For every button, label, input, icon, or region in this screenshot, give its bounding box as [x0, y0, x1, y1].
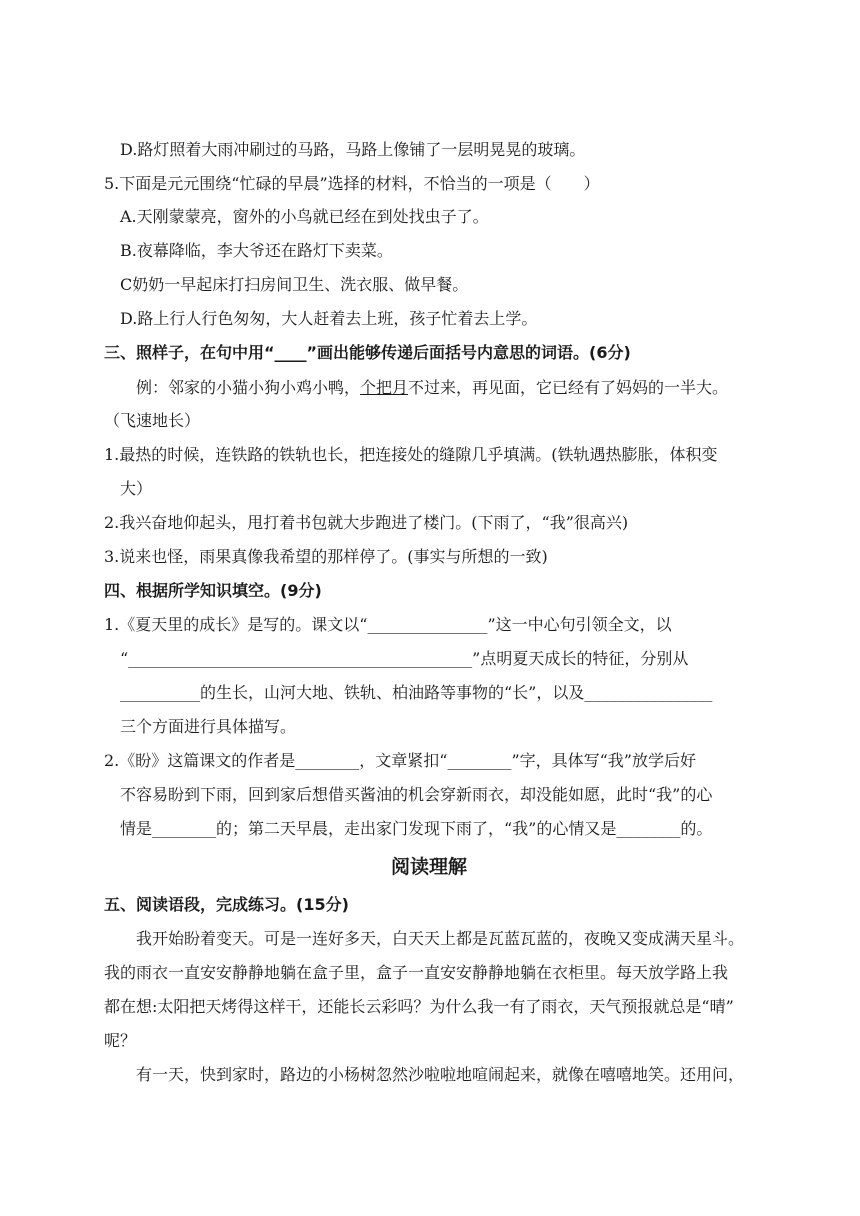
reading-comprehension-title: 阅读理解 [391, 856, 468, 878]
example-text-start: 例：邻家的小猫小狗小鸡小鸭， [136, 378, 361, 397]
q5-question: 5.下面是元元围绕“忙碌的早晨”选择的材料，不恰当的一项是（ ） [104, 174, 600, 193]
section-4-item-1-line-2: “___________________________________________”点明夏天成长的特征，分别从 [120, 649, 689, 668]
passage-line-4: 呢？ [104, 1031, 137, 1050]
q5-option-c: C奶奶一早起床打扫房间卫生、洗衣服、做早餐。 [120, 275, 469, 294]
q5-option-d: D.路上行人行色匆匆，大人赶着去上班，孩子忙着去上学。 [120, 309, 538, 328]
section-3-example-hint: （飞速地长） [104, 411, 201, 430]
section-3-item-1-cont: 大） [120, 479, 153, 498]
section-5-heading: 五、阅读语段，完成练习。(15分) [104, 895, 349, 914]
passage-line-1: 我开始盼着变天。可是一连好多天，白天天上都是瓦蓝瓦蓝的，夜晚又变成满天星斗。 [136, 929, 745, 948]
example-underlined-word: 个把月 [360, 378, 409, 397]
example-text-end: 不过来，再见面，它已经有了妈妈的一半大。 [408, 378, 729, 397]
section-4-item-2: 2.《盼》这篇课文的作者是________，文章紧扣“________”字，具体写“我”放学后好 [104, 751, 696, 770]
section-3-heading: 三、照样子，在句中用“____”画出能够传递后面括号内意思的词语。(6分) [104, 343, 631, 362]
passage-line-3: 都在想:太阳把天烤得这样干，还能长云彩吗？为什么我一有了雨衣，天气预报就总是“晴” [104, 997, 734, 1016]
passage-line-5: 有一天，快到家时，路边的小杨树忽然沙啦啦地喧闹起来，就像在嘻嘻地笑。还用问， [136, 1065, 745, 1084]
section-3-item-2: 2.我兴奋地仰起头，甩打着书包就大步跑进了楼门。(下雨了，“我”很高兴) [104, 513, 629, 532]
passage-line-2: 我的雨衣一直安安静静地躺在盒子里，盒子一直安安静静地躺在衣柜里。每天放学路上我 [104, 963, 729, 982]
section-4-item-2-line-3: 情是________的；第二天早晨，走出家门发现下雨了，“我”的心情又是________的。 [120, 819, 713, 838]
q4-option-d: D.路灯照着大雨冲刷过的马路，马路上像铺了一层明晃晃的玻璃。 [120, 140, 586, 159]
q5-option-b: B.夜幕降临，李大爷还在路灯下卖菜。 [120, 241, 393, 260]
section-4-item-1-line-3: __________的生长，山河大地、铁轨、柏油路等事物的“长”，以及________________ [120, 683, 713, 702]
section-4-item-2-line-2: 不容易盼到下雨，回到家后想借买酱油的机会穿新雨衣，却没能如愿，此时“我”的心 [120, 785, 713, 804]
section-4-item-1-line-4: 三个方面进行具体描写。 [120, 717, 297, 736]
section-4-item-1: 1.《夏天里的成长》是写的。课文以“_______________”这一中心句引领全文，以 [104, 615, 672, 634]
section-3-item-3: 3.说来也怪，雨果真像我希望的那样停了。(事实与所想的一致) [104, 547, 548, 566]
section-3-example [136, 377, 728, 399]
section-4-heading: 四、根据所学知识填空。(9分) [104, 581, 322, 600]
section-3-item-1: 1.最热的时候，连铁路的铁轨也长，把连接处的缝隙几乎填满。(铁轨遇热膨胀，体积变 [104, 445, 718, 464]
q5-option-a: A.天刚蒙蒙亮，窗外的小鸟就已经在到处找虫子了。 [120, 207, 489, 226]
